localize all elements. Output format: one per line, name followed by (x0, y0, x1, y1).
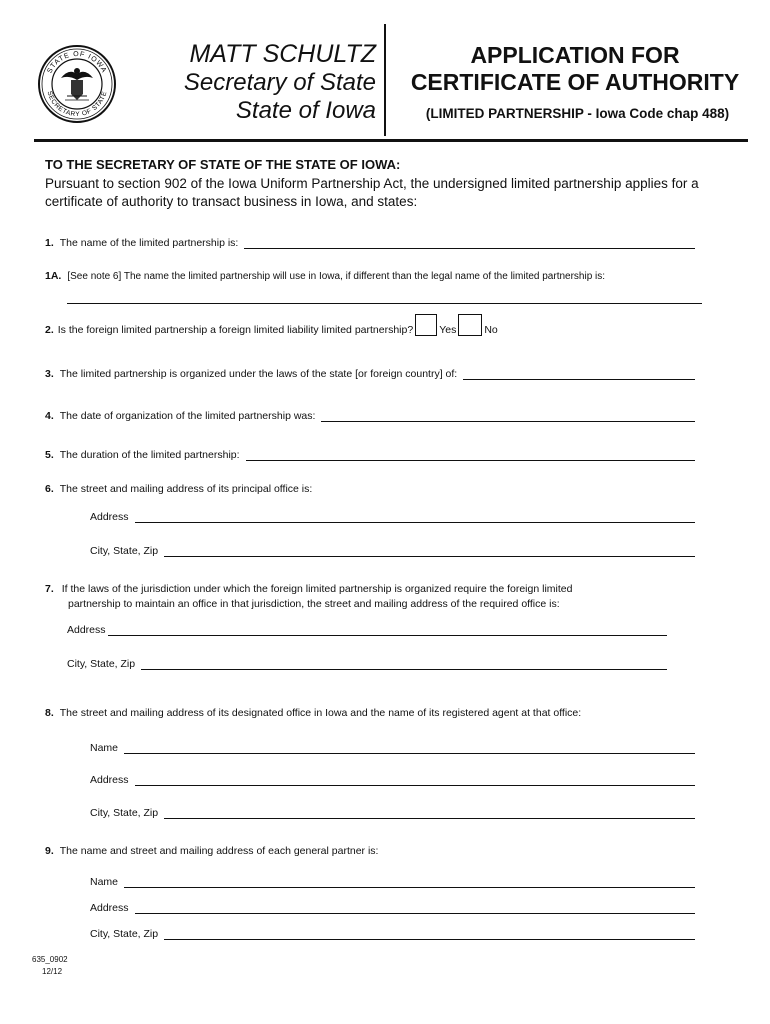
organized-state-field[interactable] (463, 367, 695, 380)
question-number: 7. (45, 583, 54, 595)
registered-agent-address-field[interactable] (135, 773, 695, 786)
question-4 (45, 409, 695, 422)
address-label: Address (90, 511, 129, 523)
question-text-line1: If the laws of the jurisdiction under which the foreign limited partnership is organized require the foreign limited (61, 583, 573, 595)
question-number: 8. (45, 707, 54, 719)
question-1 (45, 236, 695, 249)
svg-text:STATE OF IOWA: STATE OF IOWA (46, 50, 108, 75)
question-number: 1. (45, 237, 54, 249)
general-partner-address-field[interactable] (135, 901, 695, 914)
city-state-zip-label: City, State, Zip (90, 807, 159, 819)
name-label: Name (90, 742, 119, 754)
no-checkbox[interactable] (458, 314, 482, 336)
general-partner-name-field[interactable] (124, 875, 695, 888)
q8-city-row (90, 806, 695, 819)
duration-field[interactable] (246, 448, 695, 461)
state-seal-logo (37, 44, 117, 124)
salutation: TO THE SECRETARY OF STATE OF THE STATE OF IOWA: (45, 157, 401, 172)
question-5 (45, 448, 695, 461)
question-number: 4. (45, 410, 54, 422)
iowa-name-field[interactable] (67, 302, 702, 304)
principal-city-field[interactable] (164, 544, 695, 557)
question-1a (45, 270, 605, 282)
q9-name-row (90, 875, 695, 888)
question-text: The street and mailing address of its principal office is: (59, 483, 313, 495)
required-office-address-field[interactable] (108, 623, 667, 636)
city-state-zip-label: City, State, Zip (67, 658, 136, 670)
header-horizontal-divider (34, 139, 748, 142)
q8-name-row (90, 741, 695, 754)
question-number: 9. (45, 845, 54, 857)
yes-label: Yes (439, 324, 457, 336)
q7-city-row (67, 657, 667, 670)
question-text: The date of organization of the limited partnership was: (59, 410, 316, 422)
question-text: The limited partnership is organized under the laws of the state [or foreign country] of: (59, 368, 458, 380)
question-text-line2: partnership to maintain an office in that jurisdiction, the street and mailing address of the required office is: (68, 598, 560, 610)
question-number: 3. (45, 368, 54, 380)
q6-city-row (90, 544, 695, 557)
form-title-line1: APPLICATION FOR (470, 42, 680, 68)
form-revision: 12/12 (42, 967, 63, 976)
registered-agent-name-field[interactable] (124, 741, 695, 754)
registered-agent-city-field[interactable] (164, 806, 695, 819)
question-number: 1A. (45, 270, 62, 282)
name-label: Name (90, 876, 119, 888)
general-partner-city-field[interactable] (164, 927, 695, 940)
question-number: 5. (45, 449, 54, 461)
partnership-name-field[interactable] (244, 236, 695, 249)
no-label: No (484, 324, 498, 336)
official-name: MATT SCHULTZ (189, 40, 376, 68)
q7-address-row (67, 623, 667, 636)
required-office-city-field[interactable] (141, 657, 667, 670)
q8-address-row (90, 773, 695, 786)
question-number: 6. (45, 483, 54, 495)
organization-date-field[interactable] (321, 409, 695, 422)
question-6 (45, 483, 312, 495)
official-title: Secretary of State (183, 69, 376, 96)
address-label: Address (90, 902, 129, 914)
form-number: 635_0902 (32, 955, 68, 964)
address-label: Address (90, 774, 129, 786)
form-title-line2: CERTIFICATE OF AUTHORITY (410, 69, 740, 95)
question-text: The street and mailing address of its designated office in Iowa and the name of its registered agent at that office: (59, 707, 582, 719)
q9-address-row (90, 901, 695, 914)
header-vertical-divider (384, 24, 386, 136)
q9-city-row (90, 927, 695, 940)
question-2 (45, 314, 498, 336)
question-9 (45, 845, 378, 857)
question-text: Is the foreign limited partnership a foreign limited liability limited partnership? (57, 324, 414, 336)
city-state-zip-label: City, State, Zip (90, 545, 159, 557)
question-text: The name of the limited partnership is: (59, 237, 239, 249)
address-label: Address (67, 624, 106, 636)
question-text: [See note 6] The name the limited partnership will use in Iowa, if different than the legal name of the limited partnership is: (67, 271, 606, 282)
question-text: The duration of the limited partnership: (59, 449, 240, 461)
intro-paragraph: Pursuant to section 902 of the Iowa Uniform Partnership Act, the undersigned limited partnership applies for a certificate of authority to transact business in Iowa, and states: (45, 176, 699, 209)
question-text: The name and street and mailing address of each general partner is: (59, 845, 379, 857)
form-subtitle: (LIMITED PARTNERSHIP - Iowa Code chap 488) (425, 106, 730, 121)
city-state-zip-label: City, State, Zip (90, 928, 159, 940)
question-7 (45, 582, 685, 612)
svg-text:SECRETARY OF STATE: SECRETARY OF STATE (45, 90, 109, 119)
yes-checkbox[interactable] (415, 314, 437, 336)
q6-address-row (90, 510, 695, 523)
state-name: State of Iowa (235, 97, 376, 124)
principal-address-field[interactable] (135, 510, 695, 523)
question-3 (45, 367, 695, 380)
question-8 (45, 707, 581, 719)
question-number: 2. (45, 324, 54, 336)
